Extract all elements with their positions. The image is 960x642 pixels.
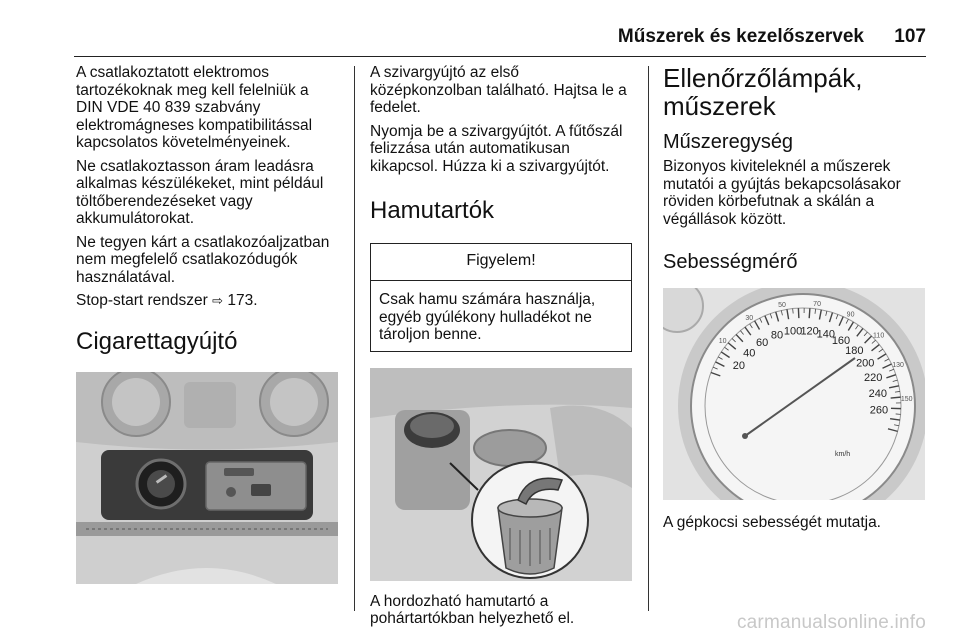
cigarette-lighter-illustration: [76, 372, 338, 584]
notice-title: Figyelem!: [371, 244, 631, 281]
paragraph: Nyomja be a szivargyújtót. A fűtőszál felizzása után automatikusan kikapcsol. Húzza ki a szivargyújtót.: [370, 122, 623, 175]
paragraph: Bizonyos kiviteleknél a műszerek mutatói a gyújtás bekapcsolásakor röviden körbefutnak a skálán a végállások között.: [663, 158, 901, 228]
gauge-outer-label: 130: [892, 361, 904, 369]
gauge-label: 40: [743, 347, 756, 360]
gauge-label: 240: [868, 387, 888, 400]
gauge-label: 80: [770, 329, 784, 342]
notice-body: Csak hamu számára használja, egyéb gyúlékony hulladékot ne tároljon benne.: [379, 291, 596, 343]
column-3: [663, 64, 927, 538]
header-title: Műszerek és kezelőszervek: [617, 26, 864, 47]
gauge-outer-label: 10: [718, 337, 727, 345]
gauge-label: 20: [732, 360, 746, 373]
gauge-outer-label: 150: [900, 395, 913, 403]
paragraph: A csatlakoztatott elektromos tartozékoknak meg kell felelniük a DIN VDE 40 839 szabvány elektromágneses kompatibilitással kapcsolatos követelményeinek.: [76, 64, 313, 151]
warning-notice: [370, 243, 632, 352]
image-caption: A gépkocsi sebességét mutatja.: [663, 514, 881, 531]
subheading-instrument-cluster: Műszeregység: [663, 131, 794, 153]
section-heading-cigarette-lighter: Cigarettagyújtó: [76, 327, 238, 355]
ref-text: Stop-start rendszer: [76, 292, 208, 309]
ashtray-illustration: [370, 368, 632, 581]
cigarette-lighter-image: [76, 372, 338, 584]
gauge-tick: [891, 397, 901, 398]
page-header: [74, 20, 926, 50]
gauge-outer-label: 70: [813, 300, 821, 308]
gauge-tick: [809, 308, 810, 318]
column-divider-1: [354, 66, 355, 611]
subheading-speedometer: Sebességmérő: [663, 251, 798, 273]
section-heading-ashtrays: Hamutartók: [370, 197, 495, 224]
page-number: 107: [894, 26, 926, 47]
arrow-right-icon: ⇨: [212, 293, 224, 308]
gauge-label: 140: [816, 328, 836, 341]
section-heading-warning-lights: Ellenőrzőlámpák, műszerek: [663, 63, 863, 121]
gauge-label: 220: [864, 371, 883, 384]
gauge-outer-label: 30: [745, 314, 754, 322]
gauge-label: 180: [845, 344, 864, 357]
column-divider-2: [648, 66, 649, 611]
column-1: [76, 64, 338, 584]
gauge-outer-label: 110: [873, 332, 885, 340]
ashtray-image: [370, 368, 632, 581]
gauge-label: 260: [869, 404, 889, 417]
gauge-tick: [793, 309, 794, 314]
speedometer-illustration: [663, 288, 925, 500]
cross-reference: [76, 292, 338, 310]
gauge-label: 200: [856, 357, 875, 370]
speedometer-image: [663, 288, 925, 500]
paragraph: Ne csatlakoztasson áram leadásra alkalmas készülékeket, mint például töltőberendezéseket vagy akkumulátorokat.: [76, 157, 324, 227]
gauge-outer-label: 90: [846, 311, 855, 319]
gauge-label: 120: [800, 325, 819, 338]
ref-page: 173.: [223, 292, 258, 309]
gauge-label: 160: [831, 335, 851, 348]
gauge-unit: km/h: [835, 451, 851, 458]
watermark: carmanualsonline.info: [736, 612, 926, 633]
header-rule: [74, 56, 926, 57]
column-2: [370, 64, 632, 634]
image-caption: A hordozható hamutartó a pohártartókban helyezhető el.: [370, 592, 575, 627]
gauge-outer-label: 50: [778, 302, 786, 310]
paragraph: Ne tegyen kárt a csatlakozóaljzatban nem megfelelő csatlakozódugók használatával.: [76, 233, 330, 286]
gauge-label: 100: [783, 325, 803, 338]
gauge-label: 60: [756, 336, 769, 349]
paragraph: A szivargyújtó az első középkonzolban található. Hajtsa le a fedelet.: [370, 64, 627, 116]
